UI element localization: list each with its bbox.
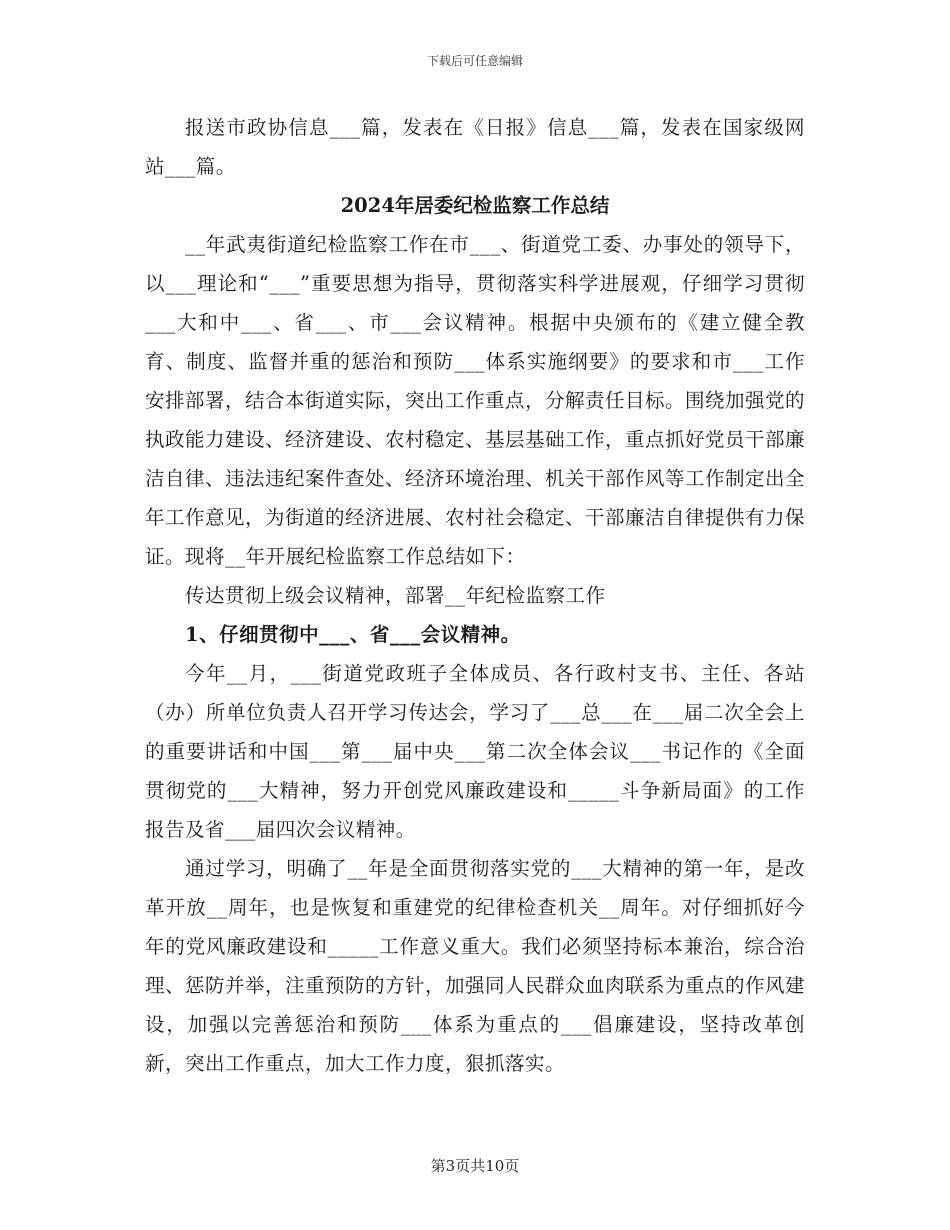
page-number: 第3页共10页 xyxy=(430,1157,520,1175)
page-header: 下载后可任意编辑 xyxy=(426,54,523,68)
paragraph-report-counts: 报送市政协信息___篇，发表在《日报》信息___篇，发表在国家级网站___篇。 xyxy=(145,116,805,178)
subsection-heading: 1、仔细贯彻中___、省___会议精神。 xyxy=(185,623,521,646)
section-heading: 传达贯彻上级会议精神，部署__年纪检监察工作 xyxy=(185,584,606,607)
paragraph-intro: __年武夷街道纪检监察工作在市___、街道党工委、办事处的领导下，以___理论和“___”重要思想为指导，贯彻落实科学进展观，仔细学习贯彻___大和中___、省___、市___会议精神。根据中央颁布的《建立健全教育、制度、监督并重的惩治和预防___体系实施纲要》的要求和市___工作安排部署，结合本街道实际，突出工作重点，分解责任目标。围绕加强党的执政能力建设、经济建设、农村稳定、基层基础工作，重点抓好党员干部廉洁自律、违法违纪案件查处、经济环境治理、机关干部作风等工作制定出全年工作意见，为街道的经济进展、农村社会稳定、干部廉洁自律提供有力保证。现将__年开展纪检监察工作总结如下： xyxy=(145,233,806,568)
paragraph-study: 通过学习，明确了__年是全面贯彻落实党的___大精神的第一年，是改革开放__周年，也是恢复和重建党的纪律检查机关__周年。对仔细抓好今年的党风廉政建设和_____工作意义重大。我们必须坚持标本兼治，综合治理、惩防并举，注重预防的方针，加强同人民群众血肉联系为重点的作风建设，加强以完善惩治和预防___体系为重点的___倡廉建设，坚持改革创新，突出工作重点，加大工作力度，狠抓落实。 xyxy=(145,857,806,1075)
paragraph-meeting: 今年__月，___街道党政班子全体成员、各行政村支书、主任、各站（办）所单位负责人召开学习传达会，学习了___总___在___届二次全会上的重要讲话和中国___第___届中央___第二次全体会议___书记作的《全面贯彻党的___大精神，努力开创党风廉政建设和_____斗争新局面》的工作报告及省___届四次会议精神。 xyxy=(145,662,805,841)
document-body xyxy=(145,108,805,1083)
document-title: 2024年居委纪检监察工作总结 xyxy=(340,194,610,217)
